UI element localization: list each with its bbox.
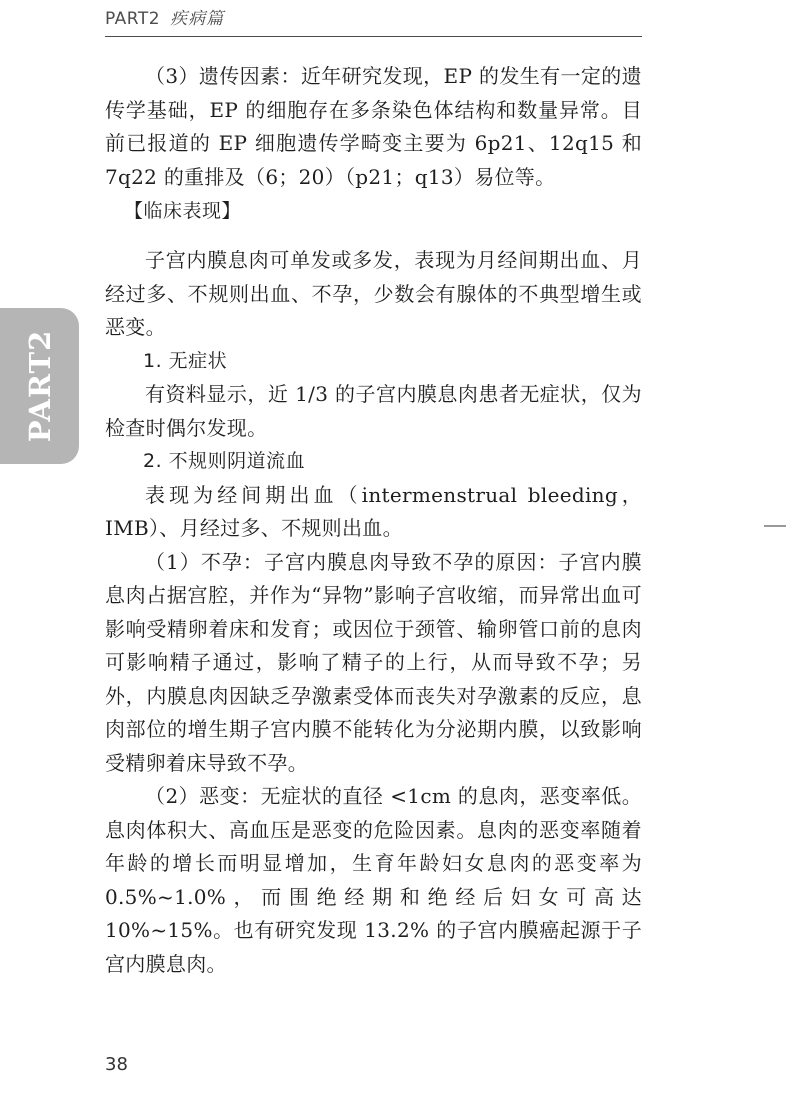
margin-tick-mark: [764, 525, 786, 527]
paragraph-genetic-factors: （3）遗传因素：近年研究发现，EP 的发生有一定的遗传学基础，EP 的细胞存在多条染色体结构和数量异常。目前已报道的 EP 细胞遗传学畸变主要为 6p21、12q15 和 7q22 的重排及（6；20）（p21；q13）易位等。: [105, 64, 642, 189]
section-heading-clinical: 【临床表现】: [124, 200, 242, 222]
page-number: 38: [105, 1054, 128, 1075]
part-side-tab: [0, 308, 79, 464]
paragraph-infertility: （1）不孕：子宫内膜息肉导致不孕的原因：子宫内膜息肉占据宫腔，并作为“异物”影响子宫收缩，而异常出血可影响受精卵着床和发育；或因位于颈管、输卵管口前的息肉可影响精子通过，影响了精子的上行，从而导致不孕；另外，内膜息肉因缺乏孕激素受体而丧失对孕激素的反应，息肉部位的增生期子宫内膜不能转化为分泌期内膜，以致影响受精卵着床导致不孕。: [105, 549, 642, 775]
page-body: [105, 60, 642, 981]
paragraph-asymptomatic: 有资料显示，近 1/3 的子宫内膜息肉患者无症状，仅为检查时偶尔发现。: [105, 382, 642, 440]
paragraph-irregular-bleeding: 表现为经间期出血（intermenstrual bleeding，IMB）、月经过多、不规则出血。: [105, 482, 642, 540]
header-part-label: PART2: [105, 9, 161, 29]
paragraph-clinical-intro: 子宫内膜息肉可单发或多发，表现为月经间期出血、月经过多、不规则出血、不孕，少数会有腺体的不典型增生或恶变。: [105, 248, 642, 339]
side-tab-label: PART2: [22, 329, 57, 443]
subheading-asymptomatic: 1. 无症状: [143, 349, 228, 372]
subheading-irregular-bleeding: 2. 不规则阴道流血: [143, 450, 306, 472]
paragraph-malignancy: （2）恶变：无症状的直径 <1cm 的息肉，恶变率低。息肉体积大、高血压是恶变的危险因素。息肉的恶变率随着年龄的增长而明显增加，生育年龄妇女息肉的恶变率为 0.5%~1.0%，而围绝经期和绝经后妇女可高达 10%~15%。也有研究发现 13.2% 的子宫内膜癌起源于子宫内膜息肉。: [105, 784, 642, 976]
running-header: [105, 6, 642, 37]
header-category-label: 疾病篇: [170, 9, 225, 29]
